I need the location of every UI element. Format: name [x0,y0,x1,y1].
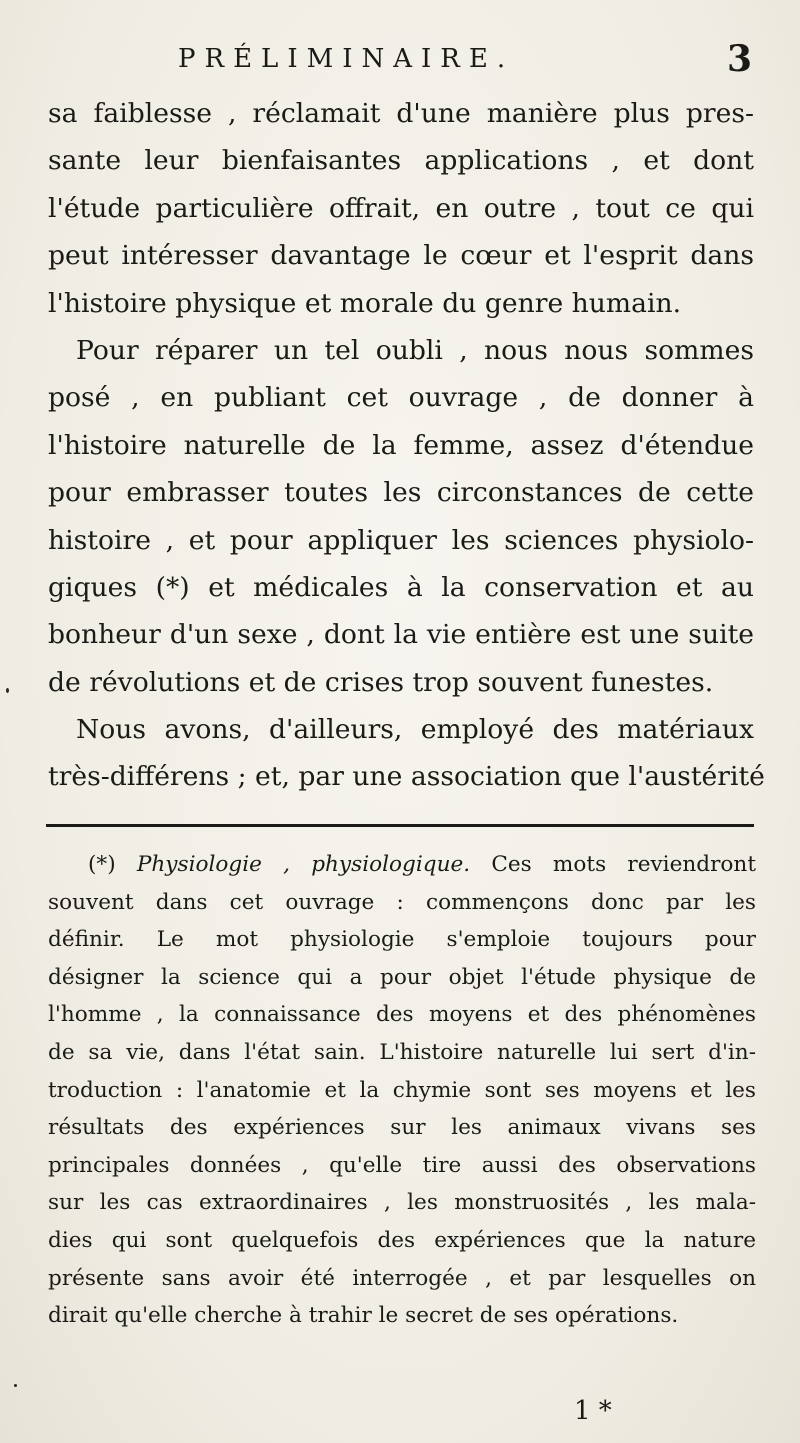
text-line: giques (*) et médicales à la conservation et au [48,571,754,603]
footnote-line: dirait qu'elle cherche à trahir le secret de ses opérations. [48,1303,679,1329]
text-line: posé , en publiant cet ouvrage , de donner à [48,382,754,414]
footnote-marker: (*) [88,852,116,877]
footnote-line: sur les cas extraordinaires , les monstruosités , les mala- [48,1190,756,1216]
text-line: sante leur bienfaisantes applications , et dont [48,145,754,177]
text-line: bonheur d'un sexe , dont la vie entière est une suite [48,619,754,651]
footnote-first-line [48,846,756,884]
footnote-term: Physiologie , physiologique. [136,852,471,877]
text-line: très-différens ; et, par une association que l'austérité [48,761,765,793]
ink-speck [6,688,9,693]
text-line: histoire , et pour appliquer les sciences physiolo- [48,524,754,556]
text-line: Pour réparer un tel oubli , nous nous sommes [76,334,754,366]
text-line: pour embrasser toutes les circonstances de cette [48,477,754,509]
footnote-line: l'homme , la connaissance des moyens et des phénomènes [48,1002,756,1028]
footnote-divider [46,824,754,827]
footnote-line: résultats des expériences sur les animaux vivans ses [48,1115,756,1141]
text-line: sa faiblesse , réclamait d'une manière plus pres- [48,98,754,129]
text-line: l'histoire naturelle de la femme, assez d'étendue [48,429,754,461]
signature-mark: 1 * [574,1396,612,1426]
ink-speck [14,1384,17,1387]
text-line: l'histoire physique et morale du genre humain. [48,287,682,319]
text-line: Nous avons, d'ailleurs, employé des matériaux [76,714,754,746]
main-text [48,90,765,801]
footnote-first-line-rest: Ces mots reviendront [491,852,756,877]
footnote-line: principales données , qu'elle tire aussi des observations [48,1152,756,1178]
text-line: l'étude particulière offrait, en outre , tout ce qui [48,192,754,224]
running-head: PRÉLIMINAIRE. [178,44,515,74]
page-number: 3 [726,38,752,80]
footnote-line: désigner la science qui a pour objet l'étude physique de [48,964,756,990]
footnote-line: présente sans avoir été interrogée , et par lesquelles on [48,1265,756,1291]
footnote-line: dies qui sont quelquefois des expériences que la nature [48,1227,756,1253]
text-line: de révolutions et de crises trop souvent funestes. [48,666,714,698]
text-line: peut intéresser davantage le cœur et l'esprit dans [48,240,754,272]
footnote [48,846,756,1335]
footnote-line: de sa vie, dans l'état sain. L'histoire naturelle lui sert d'in- [48,1039,756,1065]
page-header [48,38,752,88]
footnote-line: définir. Le mot physiologie s'emploie toujours pour [48,927,756,953]
footnote-line: souvent dans cet ouvrage : commençons donc par les [48,889,756,915]
footnote-line: troduction : l'anatomie et la chymie sont ses moyens et les [48,1077,756,1103]
